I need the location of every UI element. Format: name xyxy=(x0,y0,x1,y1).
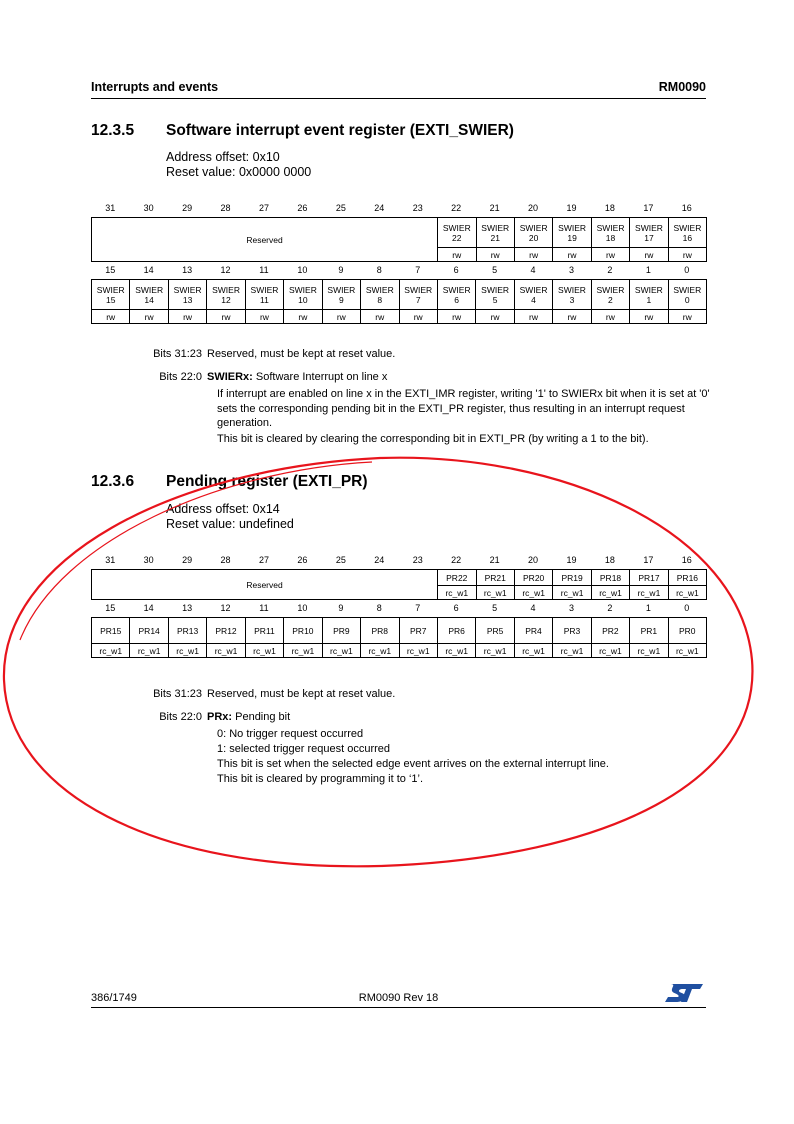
register-field: SWIER 0 xyxy=(668,280,706,310)
access-type: rw xyxy=(668,248,706,262)
access-type: rw xyxy=(591,310,629,324)
bit-number: 6 xyxy=(453,265,459,275)
access-type: rw xyxy=(630,248,668,262)
access-type: rw xyxy=(553,310,591,324)
register-field: PR21 xyxy=(476,570,514,586)
register-field: SWIER 17 xyxy=(630,218,668,248)
access-type: rc_w1 xyxy=(437,644,475,658)
bit-number: 4 xyxy=(530,265,536,275)
section-number: 12.3.5 xyxy=(91,122,135,139)
access-type: rw xyxy=(130,310,168,324)
access-type: rc_w1 xyxy=(438,586,476,600)
bit-number: 10 xyxy=(297,265,308,275)
access-type: rc_w1 xyxy=(668,644,706,658)
register-field: SWIER 8 xyxy=(361,280,399,310)
access-type: rc_w1 xyxy=(630,586,668,600)
bit-number: 0 xyxy=(684,603,690,613)
register-field: PR5 xyxy=(476,618,514,644)
bit-number: 17 xyxy=(643,555,654,565)
bit-number: 14 xyxy=(143,603,154,613)
bit-number: 6 xyxy=(453,603,459,613)
access-type: rc_w1 xyxy=(514,586,552,600)
bit-number: 12 xyxy=(220,603,231,613)
register-field: PR22 xyxy=(438,570,476,586)
bit-number: 8 xyxy=(376,265,382,275)
register-field: SWIER 2 xyxy=(591,280,629,310)
access-type: rw xyxy=(514,310,552,324)
bits-text: Reserved, must be kept at reset value. xyxy=(207,688,396,700)
bit-number: 2 xyxy=(607,603,613,613)
section-number: 12.3.6 xyxy=(91,473,135,490)
bit-number: 10 xyxy=(297,603,308,613)
section-title: Pending register (EXTI_PR) xyxy=(166,473,368,490)
bit-number: 1 xyxy=(645,265,651,275)
bit-number: 27 xyxy=(258,203,269,213)
bit-number: 5 xyxy=(492,603,498,613)
access-type: rc_w1 xyxy=(668,586,706,600)
bits-field-desc: Software Interrupt on line x xyxy=(252,371,388,383)
bit-number: 25 xyxy=(335,555,346,565)
bit-number: 17 xyxy=(643,203,654,213)
access-type: rc_w1 xyxy=(553,644,591,658)
bit-number: 2 xyxy=(607,265,613,275)
page-header-doc: RM0090 xyxy=(658,80,706,94)
access-type: rc_w1 xyxy=(322,644,360,658)
register-field: SWIER 4 xyxy=(514,280,552,310)
access-type: rw xyxy=(322,310,360,324)
register-field: SWIER 9 xyxy=(322,280,360,310)
bits-field-desc: Pending bit xyxy=(232,711,291,723)
bit-number: 7 xyxy=(415,603,421,613)
access-type: rc_w1 xyxy=(476,586,514,600)
bit-number: 31 xyxy=(105,555,116,565)
bit-number: 26 xyxy=(297,203,308,213)
register-lower-half xyxy=(91,279,707,324)
bit-number: 24 xyxy=(374,555,385,565)
bit-number: 0 xyxy=(684,265,690,275)
bit-number: 14 xyxy=(143,265,154,275)
bit-number: 5 xyxy=(492,265,498,275)
bit-number: 3 xyxy=(568,603,574,613)
bits-text: Reserved, must be kept at reset value. xyxy=(207,348,396,360)
st-logo-icon xyxy=(664,982,704,1004)
address-offset: Address offset: 0x10 xyxy=(166,150,280,164)
register-field: PR3 xyxy=(553,618,591,644)
access-type: rc_w1 xyxy=(630,644,668,658)
bits-field-name: PRx: xyxy=(207,711,233,723)
register-field: PR4 xyxy=(514,618,552,644)
access-type: rw xyxy=(553,248,591,262)
bits-detail: If interrupt are enabled on line x in the EXTI_IMR register, writing '1' to SWIERx bit when it is set at '0' sets the corresponding pending bit in the EXTI_PR register, thus resulting in an interrupt request generation. xyxy=(217,388,710,429)
access-type: rw xyxy=(92,310,130,324)
register-field: SWIER 20 xyxy=(514,218,552,248)
bit-number: 28 xyxy=(220,555,231,565)
bit-number: 25 xyxy=(335,203,346,213)
access-type: rc_w1 xyxy=(130,644,168,658)
bit-number: 13 xyxy=(182,265,193,275)
access-type: rc_w1 xyxy=(92,644,130,658)
bit-number: 20 xyxy=(528,203,539,213)
bit-number: 9 xyxy=(338,265,344,275)
bit-number: 12 xyxy=(220,265,231,275)
register-field: SWIER 14 xyxy=(130,280,168,310)
register-field: SWIER 1 xyxy=(630,280,668,310)
register-field: PR14 xyxy=(130,618,168,644)
register-field: PR17 xyxy=(630,570,668,586)
register-field: SWIER 5 xyxy=(476,280,514,310)
access-type: rc_w1 xyxy=(553,586,591,600)
page-number: 386/1749 xyxy=(91,992,137,1004)
bit-number: 22 xyxy=(451,555,462,565)
bit-number: 29 xyxy=(182,203,193,213)
register-field: PR15 xyxy=(92,618,130,644)
bit-number: 18 xyxy=(604,555,615,565)
register-field: SWIER 12 xyxy=(207,280,245,310)
access-type: rw xyxy=(437,310,475,324)
bit-number: 31 xyxy=(105,203,116,213)
register-field: PR19 xyxy=(553,570,591,586)
access-type: rc_w1 xyxy=(361,644,399,658)
bits-detail: 1: selected trigger request occurred xyxy=(217,743,391,755)
document-revision: RM0090 Rev 18 xyxy=(358,992,439,1004)
bits-label: Bits 31:23 xyxy=(153,688,202,700)
bit-number: 8 xyxy=(376,603,382,613)
bit-number: 21 xyxy=(489,555,500,565)
access-type: rc_w1 xyxy=(476,644,514,658)
bit-number: 23 xyxy=(412,555,423,565)
bit-number: 15 xyxy=(105,603,116,613)
bits-detail: This bit is set when the selected edge event arrives on the external interrupt line. xyxy=(217,758,609,770)
bit-number: 11 xyxy=(259,603,269,613)
access-type: rw xyxy=(168,310,206,324)
register-field: SWIER 15 xyxy=(92,280,130,310)
reset-value: Reset value: undefined xyxy=(166,517,294,531)
bits-label: Bits 22:0 xyxy=(159,711,202,723)
register-field: PR8 xyxy=(361,618,399,644)
access-type: rw xyxy=(207,310,245,324)
bit-number: 16 xyxy=(681,203,692,213)
register-field: SWIER 19 xyxy=(553,218,591,248)
access-type: rc_w1 xyxy=(245,644,283,658)
access-type: rc_w1 xyxy=(514,644,552,658)
register-field: PR1 xyxy=(630,618,668,644)
register-field: PR10 xyxy=(284,618,322,644)
bits-detail: This bit is cleared by programming it to ‘1’. xyxy=(217,773,424,785)
register-field: PR18 xyxy=(591,570,629,586)
register-field: PR13 xyxy=(168,618,206,644)
register-field: PR16 xyxy=(668,570,706,586)
bit-number: 9 xyxy=(338,603,344,613)
bit-number: 4 xyxy=(530,603,536,613)
access-type: rc_w1 xyxy=(168,644,206,658)
register-field: SWIER 21 xyxy=(476,218,514,248)
access-type: rw xyxy=(591,248,629,262)
access-type: rw xyxy=(668,310,706,324)
bits-field-name: SWIERx: xyxy=(207,371,253,383)
register-upper-half xyxy=(91,569,707,600)
access-type: rw xyxy=(630,310,668,324)
bit-number: 30 xyxy=(143,203,154,213)
bit-number: 30 xyxy=(143,555,154,565)
register-field: SWIER 6 xyxy=(437,280,475,310)
register-field: SWIER 13 xyxy=(168,280,206,310)
bit-number: 24 xyxy=(374,203,385,213)
register-field: PR12 xyxy=(207,618,245,644)
bit-number: 29 xyxy=(182,555,193,565)
page-header-section: Interrupts and events xyxy=(91,80,219,94)
register-field: SWIER 22 xyxy=(438,218,476,248)
reset-value: Reset value: 0x0000 0000 xyxy=(166,165,312,179)
access-type: rw xyxy=(284,310,322,324)
register-upper-half xyxy=(91,217,707,262)
register-field: PR7 xyxy=(399,618,437,644)
bit-number: 19 xyxy=(566,203,577,213)
access-type: rc_w1 xyxy=(284,644,322,658)
bit-number: 16 xyxy=(681,555,692,565)
reserved-field: Reserved xyxy=(92,570,438,600)
bit-number: 22 xyxy=(451,203,462,213)
bit-number: 15 xyxy=(105,265,116,275)
access-type: rw xyxy=(438,248,476,262)
access-type: rc_w1 xyxy=(591,644,629,658)
bit-number: 11 xyxy=(259,265,269,275)
register-field: PR11 xyxy=(245,618,283,644)
register-field: SWIER 3 xyxy=(553,280,591,310)
register-field: SWIER 18 xyxy=(591,218,629,248)
bit-number: 1 xyxy=(645,603,651,613)
register-lower-half xyxy=(91,617,707,658)
header-divider xyxy=(91,98,706,99)
register-field: SWIER 11 xyxy=(245,280,283,310)
bit-number: 19 xyxy=(566,555,577,565)
bit-number: 7 xyxy=(415,265,421,275)
access-type: rc_w1 xyxy=(591,586,629,600)
access-type: rw xyxy=(514,248,552,262)
section-title: Software interrupt event register (EXTI_SWIER) xyxy=(166,122,514,139)
access-type: rc_w1 xyxy=(399,644,437,658)
access-type: rw xyxy=(245,310,283,324)
access-type: rw xyxy=(476,248,514,262)
register-field: PR6 xyxy=(437,618,475,644)
register-field: SWIER 16 xyxy=(668,218,706,248)
bit-number: 13 xyxy=(182,603,193,613)
access-type: rc_w1 xyxy=(207,644,245,658)
bits-label: Bits 22:0 xyxy=(159,371,202,383)
bit-number: 20 xyxy=(528,555,539,565)
bit-number: 26 xyxy=(297,555,308,565)
register-field: PR9 xyxy=(322,618,360,644)
bits-label: Bits 31:23 xyxy=(153,348,202,360)
reserved-field: Reserved xyxy=(92,218,438,262)
register-field: PR2 xyxy=(591,618,629,644)
bit-number: 21 xyxy=(489,203,500,213)
footer-divider xyxy=(91,1007,706,1008)
bits-detail: 0: No trigger request occurred xyxy=(217,728,364,740)
access-type: rw xyxy=(361,310,399,324)
register-field: PR0 xyxy=(668,618,706,644)
register-field: SWIER 10 xyxy=(284,280,322,310)
access-type: rw xyxy=(476,310,514,324)
register-field: PR20 xyxy=(514,570,552,586)
address-offset: Address offset: 0x14 xyxy=(166,502,280,516)
access-type: rw xyxy=(399,310,437,324)
bit-number: 18 xyxy=(604,203,615,213)
bits-detail: This bit is cleared by clearing the corresponding bit in EXTI_PR (by writing a 1 to the bit). xyxy=(217,433,649,445)
bits-text xyxy=(207,710,712,725)
bit-number: 27 xyxy=(258,555,269,565)
bits-text xyxy=(207,370,712,385)
bit-number: 3 xyxy=(568,265,574,275)
bit-number: 23 xyxy=(412,203,423,213)
register-field: SWIER 7 xyxy=(399,280,437,310)
bit-number: 28 xyxy=(220,203,231,213)
